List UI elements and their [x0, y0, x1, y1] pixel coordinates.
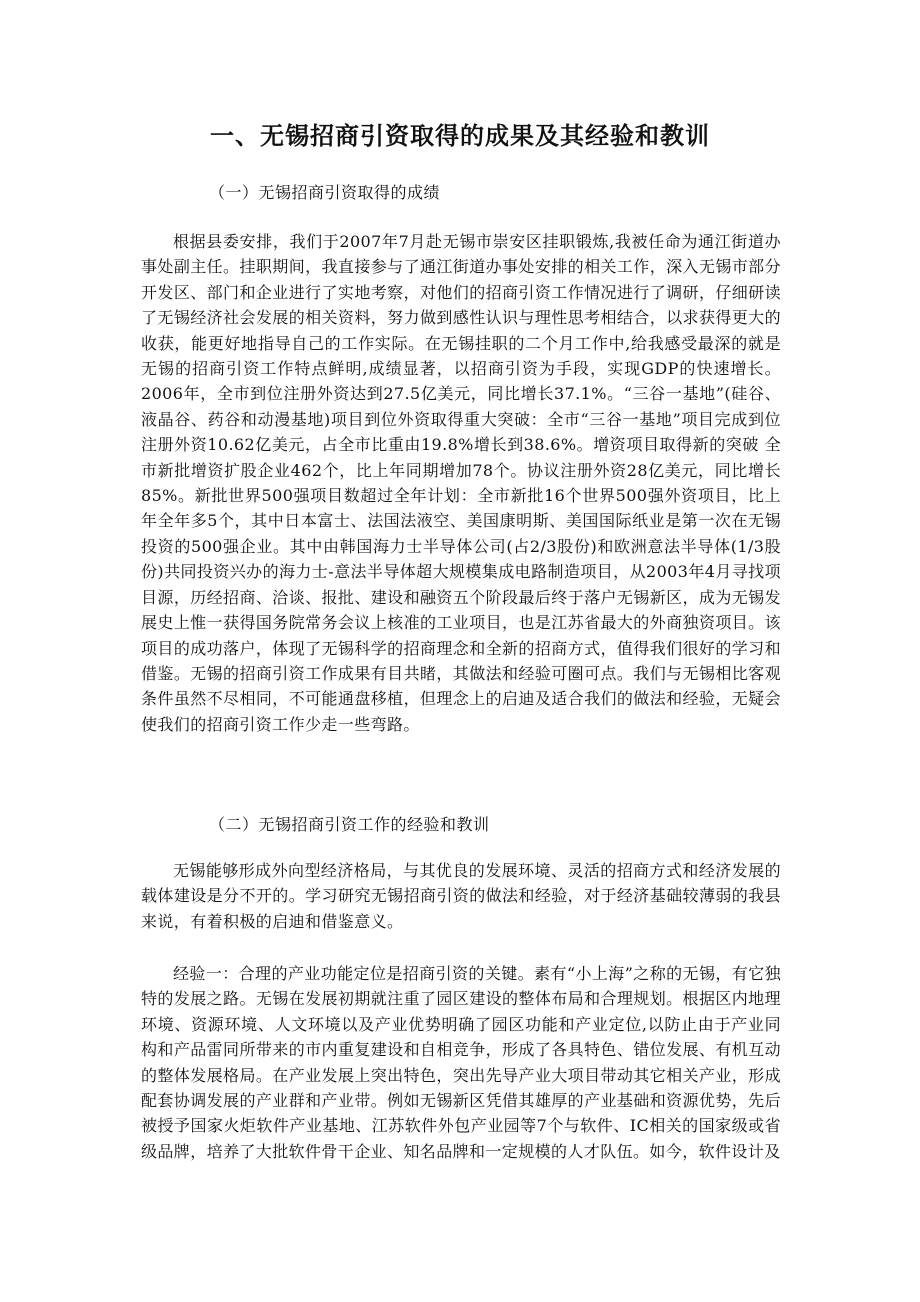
section-heading-achievements: （一）无锡招商引资取得的成绩 [209, 183, 441, 202]
body-paragraph: 经验一：合理的产业功能定位是招商引资的关键。素有“小上海”之称的无锡，有它独特的发展之路。无锡在发展初期就注重了园区建设的整体布局和合理规划。根据区内地理环境、资源环境、人文环境以及产业优势明确了园区功能和产业定位,以防止由于产业同构和产品雷同所带来的市内重复建设和自相竞争，形成了各具特色、错位发展、有机互动的整体发展格局。在产业发展上突出特色，突出先导产业大项目带动其它相关产业，形成配套协调发展的产业群和产业带。例如无锡新区凭借其雄厚的产业基础和资源优势，先后被授予国家火炬软件产业基地、江苏软件外包产业园等7个与软件、IC相关的国家级或省级品牌，培养了大批软件骨干企业、知名品牌和一定规模的人才队伍。如今，软件设计及 [141, 964, 781, 1161]
body-paragraph: 根据县委安排，我们于2007年7月赴无锡市崇安区挂职锻炼,我被任命为通江街道办事处副主任。挂职期间，我直接参与了通江街道办事处安排的相关工作，深入无锡市部分开发区、部门和企业进行了实地考察，对他们的招商引资工作情况进行了调研，仔细研读了无锡经济社会发展的相关资料，努力做到感性认识与理性思考相结合，以求获得更大的收获，能更好地指导自己的工作实际。在无锡挂职的二个月工作中,给我感受最深的就是无锡的招商引资工作特点鲜明,成绩显著，以招商引资为手段，实现GDP的快速增长。2006年，全市到位注册外资达到27.5亿美元，同比增长37.1%。“三谷一基地”(硅谷、液晶谷、药谷和动漫基地)项目到位外资取得重大突破：全市“三谷一基地”项目完成到位注册外资10.62亿美元，占全市比重由19.8%增长到38.6%。增资项目取得新的突破 全市新批增资扩股企业462个，比上年同期增加78个。协议注册外资28亿美元，同比增长85%。新批世界500强项目数超过全年计划：全市新批16个世界500强外资项目，比上年全年多5个，其中日本富士、法国法液空、美国康明斯、美国国际纸业是第一次在无锡投资的500强企业。其中由韩国海力士半导体公司(占2/3股份)和欧洲意法半导体(1/3股份)共同投资兴办的海力士-意法半导体超大规模集成电路制造项目，从2003年4月寻找项目源，历经招商、洽谈、报批、建设和融资五个阶段最后终于落户无锡新区，成为无锡发展史上惟一获得国务院常务会议上核准的工业项目，也是江苏省最大的外商独资项目。该项目的成功落户，体现了无锡科学的招商理念和全新的招商方式，值得我们很好的学习和借鉴。无锡的招商引资工作成果有目共睹，其做法和经验可圈可点。我们与无锡相比客观条件虽然不尽相同，不可能通盘移植，但理念上的启迪及适合我们的做法和经验，无疑会使我们的招商引资工作少走一些弯路。 [141, 232, 781, 734]
document-title: 一、无锡招商引资取得的成果及其经验和教训 [210, 121, 710, 150]
section-heading-experience: （二）无锡招商引资工作的经验和教训 [209, 815, 490, 834]
body-paragraph: 无锡能够形成外向型经济格局，与其优良的发展环境、灵活的招商方式和经济发展的载体建设是分不开的。学习研究无锡招商引资的做法和经验，对于经济基础较薄弱的我县来说，有着积极的启迪和借鉴意义。 [141, 861, 781, 931]
